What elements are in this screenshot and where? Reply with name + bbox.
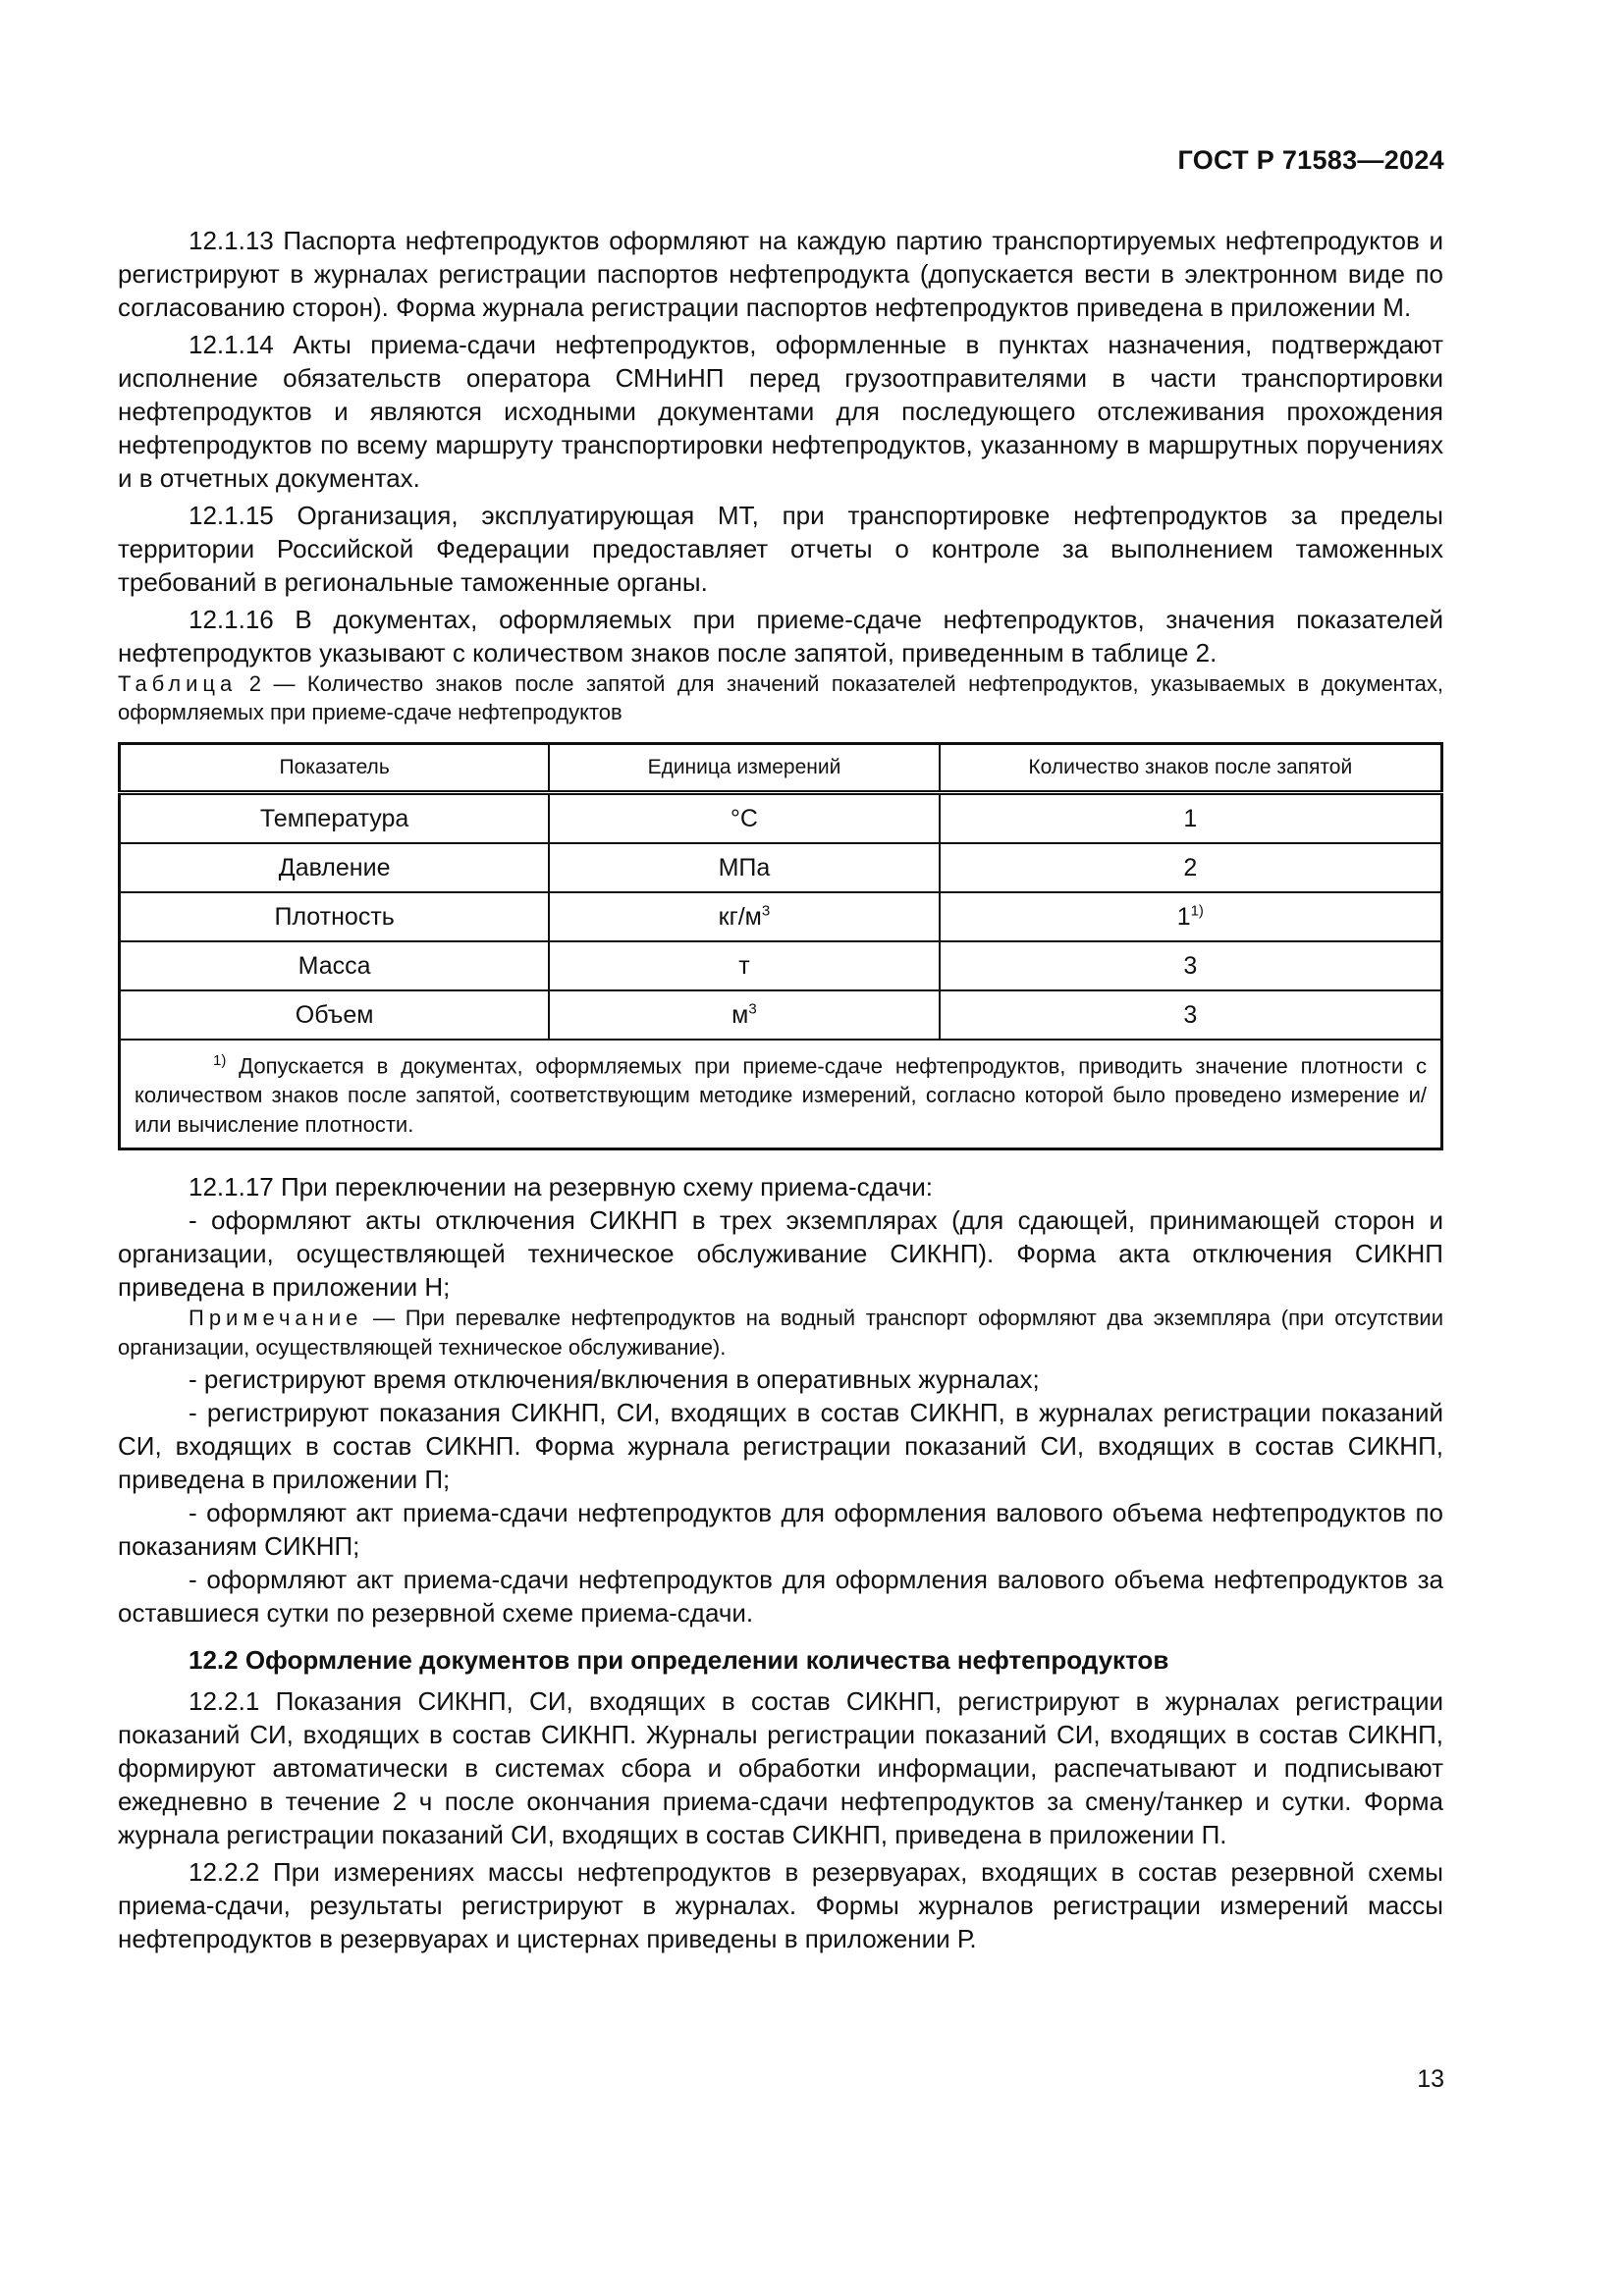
footnote-text: Допускается в документах, оформляемых при приеме-сдаче нефтепродуктов, приводить значение плотности с количеством знаков после запятой, соответствующим методике измерений, согласно которой было проведено измерение и/или вычисление плотности. xyxy=(135,1053,1427,1138)
paragraph-12-2-2: 12.2.2 При измерениях массы нефтепродуктов в резервуарах, входящих в состав резервной схемы приема-сдачи, результаты регистрируют в журналах. Формы журналов регистрации измерений массы нефтепродуктов в резервуарах и цистернах приведены в приложении Р. xyxy=(118,1857,1443,1954)
footnote-mark: 1) xyxy=(213,1052,227,1069)
unit-text: кг/м xyxy=(718,903,762,931)
table-row xyxy=(120,843,1442,892)
list-item: - оформляют акт приема-сдачи нефтепродуктов для оформления валового объема нефтепродуктов по показаниям СИКНП; xyxy=(118,1498,1443,1562)
cell-indicator: Давление xyxy=(120,843,550,892)
table-footnote xyxy=(120,1040,1442,1149)
table-header-row xyxy=(120,744,1442,793)
cell-indicator: Масса xyxy=(120,941,550,990)
list-item: - регистрируют показания СИКНП, СИ, входящих в состав СИКНП, в журналах регистрации показаний СИ, входящих в состав СИКНП. Форма журнала регистрации показаний СИ, входящих в состав СИКНП, приведена в приложении П; xyxy=(118,1398,1443,1495)
table-row xyxy=(120,793,1442,844)
paragraph-12-1-17: 12.1.17 При переключении на резервную схему приема-сдачи: xyxy=(189,1172,933,1202)
cell-digits: 3 xyxy=(940,941,1442,990)
header-cell-unit: Единица измерений xyxy=(549,744,939,793)
unit-superscript: 3 xyxy=(761,902,771,920)
list-item: - оформляют акты отключения СИКНП в трех экземплярах (для сдающей, принимающей сторон и организации, осуществляющей техническое обслуживание СИКНП). Форма акта отключения СИКНП приведена в приложении Н; xyxy=(118,1205,1443,1303)
unit-superscript: 3 xyxy=(748,1000,757,1018)
unit-text: м xyxy=(731,1001,749,1029)
table-footnote-row xyxy=(120,1040,1442,1149)
header-cell-digits: Количество знаков после запятой xyxy=(940,744,1442,793)
cell-indicator: Температура xyxy=(120,793,550,844)
note-label: Примечание xyxy=(189,1306,363,1331)
note-text: — При перевалке нефтепродуктов на водный транспорт оформляют два экземпляра (при отсутствии организации, осуществляющей техническое обслуживание). xyxy=(118,1306,1443,1361)
cell-indicator: Плотность xyxy=(120,892,550,941)
footnote-reference: 1) xyxy=(1190,902,1204,920)
paragraph-12-1-13: 12.1.13 Паспорта нефтепродуктов оформляют на каждую партию транспортируемых нефтепродуктов и регистрируют в журналах регистрации паспортов нефтепродукта (допускается вести в электронном виде по согласованию сторон). Форма журнала регистрации паспортов нефтепродуктов приведена в приложении М. xyxy=(118,226,1443,322)
unit-text: МПа xyxy=(718,854,771,881)
cell-unit xyxy=(549,793,939,844)
paragraph-12-2-1: 12.2.1 Показания СИКНП, СИ, входящих в состав СИКНП, регистрируют в журналах регистрации показаний СИ, входящих в состав СИКНП. Журналы регистрации показаний СИ, входящих в состав СИКНП, формируют автоматически в системах сбора и обработки информации, распечатывают и подписывают ежедневно в течение 2 ч после окончания приема-сдачи нефтепродуктов за смену/танкер и сутки. Форма журнала регистрации показаний СИ, входящих в состав СИКНП, приведена в приложении П. xyxy=(118,1686,1443,1850)
cell-unit xyxy=(549,941,939,990)
note xyxy=(118,1304,1443,1362)
data-table xyxy=(118,742,1443,1150)
table-caption-text: 2 — Количество знаков после запятой для значений показателей нефтепродуктов, указываемых в документах, оформляемых при приеме-сдаче нефтепродуктов xyxy=(118,671,1443,724)
page-header-standard: ГОСТ Р 71583—2024 xyxy=(1177,145,1444,175)
table-caption-label: Таблица xyxy=(118,671,238,696)
cell-unit xyxy=(549,843,939,892)
paragraph-12-1-15: 12.1.15 Организация, эксплуатирующая МТ, при транспортировке нефтепродуктов за пределы территории Российской Федерации предоставляет отчеты о контроле за выполнением таможенных требований в региональные таможенные органы. xyxy=(118,501,1443,597)
paragraph-12-1-14: 12.1.14 Акты приема-сдачи нефтепродуктов, оформленные в пунктах назначения, подтверждают исполнение обязательств оператора СМНиНП перед грузоотправителями в части транспортировки нефтепродуктов и являются исходными документами для последующего отслеживания прохождения нефтепродуктов по всему маршруту транспортировки нефтепродуктов, указанному в маршрутных поручениях и в отчетных документах. xyxy=(118,330,1443,493)
cell-digits: 1 xyxy=(940,793,1442,844)
document-body xyxy=(118,224,1443,1955)
table-row xyxy=(120,941,1442,990)
cell-unit xyxy=(549,892,939,941)
table-row xyxy=(120,990,1442,1040)
table-row xyxy=(120,892,1442,941)
digits-text: 1 xyxy=(1176,903,1191,931)
cell-digits xyxy=(940,892,1442,941)
cell-digits: 3 xyxy=(940,990,1442,1040)
unit-text: °С xyxy=(730,805,758,832)
header-cell-indicator: Показатель xyxy=(120,744,550,793)
paragraph-12-1-16: 12.1.16 В документах, оформляемых при приеме-сдаче нефтепродуктов, значения показателей нефтепродуктов указывают с количеством знаков после запятой, приведенным в таблице 2. xyxy=(118,605,1443,667)
list-item: - регистрируют время отключения/включения в оперативных журналах; xyxy=(189,1364,1040,1395)
section-heading-12-2: 12.2 Оформление документов при определении количества нефтепродуктов xyxy=(189,1645,1169,1676)
page-number: 13 xyxy=(1417,2065,1444,2093)
table-caption xyxy=(118,669,1443,726)
list-item: - оформляют акт приема-сдачи нефтепродуктов для оформления валового объема нефтепродуктов за оставшиеся сутки по резервной схеме приема-сдачи. xyxy=(118,1565,1443,1629)
unit-text: т xyxy=(738,952,750,980)
cell-unit xyxy=(549,990,939,1040)
cell-digits: 2 xyxy=(940,843,1442,892)
cell-indicator: Объем xyxy=(120,990,550,1040)
